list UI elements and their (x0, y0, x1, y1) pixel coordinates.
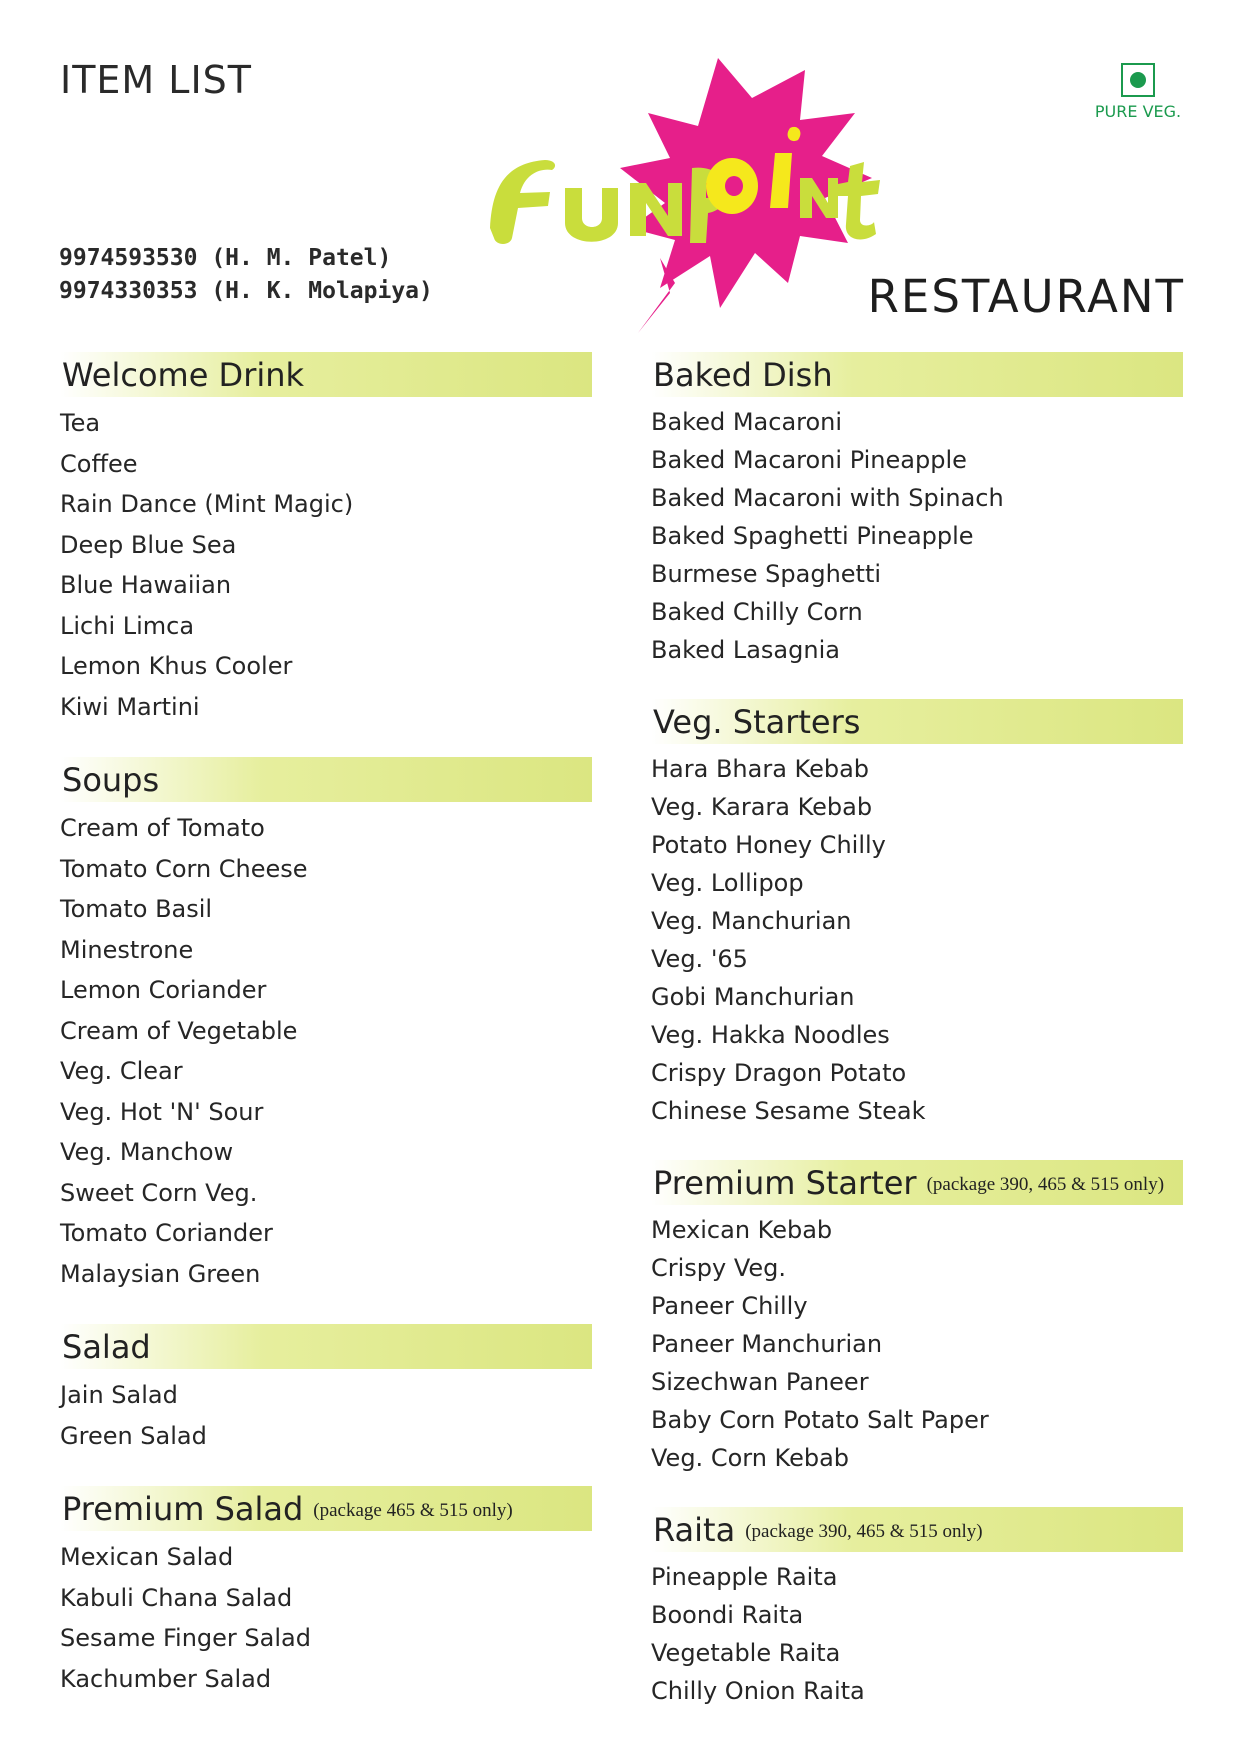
menu-item: Tomato Coriander (60, 1219, 273, 1247)
section-title: Premium Salad (62, 1489, 304, 1528)
menu-item: Veg. Lollipop (651, 869, 804, 897)
restaurant-wordmark: RESTAURANT (867, 270, 1185, 323)
menu-item: Crispy Veg. (651, 1254, 787, 1282)
contact-line-2: 9974330353 (H. K. Molapiya) (59, 278, 433, 304)
section-package-note: (package 390, 465 & 515 only) (926, 1173, 1165, 1195)
menu-item-list (651, 403, 1183, 669)
page-title: ITEM LIST (60, 58, 253, 102)
menu-item: Baked Macaroni Pineapple (651, 446, 967, 474)
section-title: Baked Dish (653, 355, 833, 394)
menu-item: Hara Bhara Kebab (651, 755, 870, 783)
menu-item: Lemon Khus Cooler (60, 652, 293, 680)
menu-item: Boondi Raita (651, 1601, 804, 1629)
menu-item: Lichi Limca (60, 611, 195, 640)
menu-item: Jain Salad (60, 1381, 178, 1409)
section-package-note: (package 390, 465 & 515 only) (745, 1520, 983, 1542)
menu-item: Veg. '65 (651, 945, 748, 973)
menu-item: Coffee (60, 449, 138, 478)
menu-item: Mexican Kebab (651, 1216, 833, 1244)
pure-veg-label: PURE VEG. (1094, 102, 1182, 121)
menu-item-list (60, 403, 592, 727)
menu-item: Lemon Coriander (60, 976, 267, 1004)
section-header (60, 1324, 592, 1369)
menu-item: Veg. Clear (60, 1057, 183, 1085)
menu-item: Mexican Salad (60, 1543, 234, 1571)
menu-item: Veg. Manchow (60, 1138, 234, 1166)
section-title: Premium Starter (653, 1163, 917, 1202)
menu-item-list (651, 1558, 1183, 1710)
section-header (651, 352, 1183, 397)
menu-item: Cream of Tomato (60, 814, 265, 842)
menu-item: Veg. Corn Kebab (651, 1444, 850, 1472)
menu-item: Veg. Karara Kebab (651, 793, 873, 821)
section-header (60, 352, 592, 397)
menu-item: Baked Macaroni (651, 408, 843, 436)
pure-veg-badge (1093, 63, 1183, 121)
menu-item: Baked Lasagnia (651, 636, 840, 664)
menu-item: Chinese Sesame Steak (651, 1097, 926, 1125)
section-welcome-drink (60, 352, 592, 727)
right-column (651, 352, 1183, 1740)
section-package-note: (package 465 & 515 only) (313, 1499, 513, 1521)
menu-item-list (651, 1211, 1183, 1477)
menu-item: Kiwi Martini (60, 692, 200, 721)
menu-item: Minestrone (60, 935, 194, 964)
left-column (60, 352, 592, 1729)
menu-item: Crispy Dragon Potato (651, 1059, 907, 1087)
menu-item: Paneer Chilly (651, 1292, 808, 1320)
section-premium-starter (651, 1160, 1183, 1477)
section-header (651, 1507, 1183, 1552)
section-veg-starters (651, 699, 1183, 1130)
section-title: Soups (62, 760, 160, 799)
menu-item: Potato Honey Chilly (651, 831, 886, 859)
menu-item: Chilly Onion Raita (651, 1677, 865, 1705)
menu-item: Sizechwan Paneer (651, 1368, 869, 1396)
menu-item: Sesame Finger Salad (60, 1624, 311, 1652)
menu-item: Kachumber Salad (60, 1664, 272, 1693)
section-header (60, 757, 592, 802)
menu-item: Baked Spaghetti Pineapple (651, 522, 974, 550)
menu-item: Baked Macaroni with Spinach (651, 484, 1004, 512)
menu-item: Gobi Manchurian (651, 983, 855, 1011)
contact-numbers (59, 242, 433, 308)
menu-item: Sweet Corn Veg. (60, 1178, 258, 1207)
section-title: Welcome Drink (62, 355, 305, 394)
menu-item-list (60, 808, 592, 1294)
menu-item: Tea (60, 409, 101, 437)
menu-item: Deep Blue Sea (60, 530, 237, 559)
menu-item: Green Salad (60, 1421, 207, 1450)
section-header (651, 1160, 1183, 1205)
section-salad (60, 1324, 592, 1456)
menu-item: Veg. Hakka Noodles (651, 1021, 890, 1049)
section-baked-dish (651, 352, 1183, 669)
section-title: Raita (653, 1510, 736, 1549)
menu-item: Burmese Spaghetti (651, 560, 882, 588)
contact-line-1: 9974593530 (H. M. Patel) (59, 245, 392, 271)
menu-item-list (60, 1537, 592, 1699)
menu-item-list (60, 1375, 592, 1456)
menu-item: Tomato Corn Cheese (60, 854, 308, 883)
menu-item: Baked Chilly Corn (651, 598, 863, 626)
veg-symbol-icon (1121, 63, 1155, 97)
section-raita (651, 1507, 1183, 1710)
section-title: Veg. Starters (653, 702, 861, 741)
section-title: Salad (62, 1327, 151, 1366)
section-header (651, 699, 1183, 744)
menu-item: Pineapple Raita (651, 1563, 838, 1591)
menu-item: Malaysian Green (60, 1259, 261, 1288)
menu-item: Rain Dance (Mint Magic) (60, 490, 354, 518)
menu-item: Cream of Vegetable (60, 1016, 298, 1045)
menu-item: Veg. Manchurian (651, 907, 852, 935)
menu-item: Blue Hawaiian (60, 571, 232, 599)
menu-item-list (651, 750, 1183, 1130)
logo-letter-f (490, 160, 555, 244)
menu-item: Baby Corn Potato Salt Paper (651, 1406, 989, 1434)
section-premium-salad (60, 1486, 592, 1699)
section-soups (60, 757, 592, 1294)
menu-item: Tomato Basil (60, 895, 213, 923)
logo-letter-u (565, 188, 618, 242)
menu-item: Veg. Hot 'N' Sour (60, 1097, 264, 1126)
menu-item: Kabuli Chana Salad (60, 1583, 293, 1612)
menu-item: Vegetable Raita (651, 1639, 841, 1667)
menu-item: Paneer Manchurian (651, 1330, 883, 1358)
section-header (60, 1486, 592, 1531)
